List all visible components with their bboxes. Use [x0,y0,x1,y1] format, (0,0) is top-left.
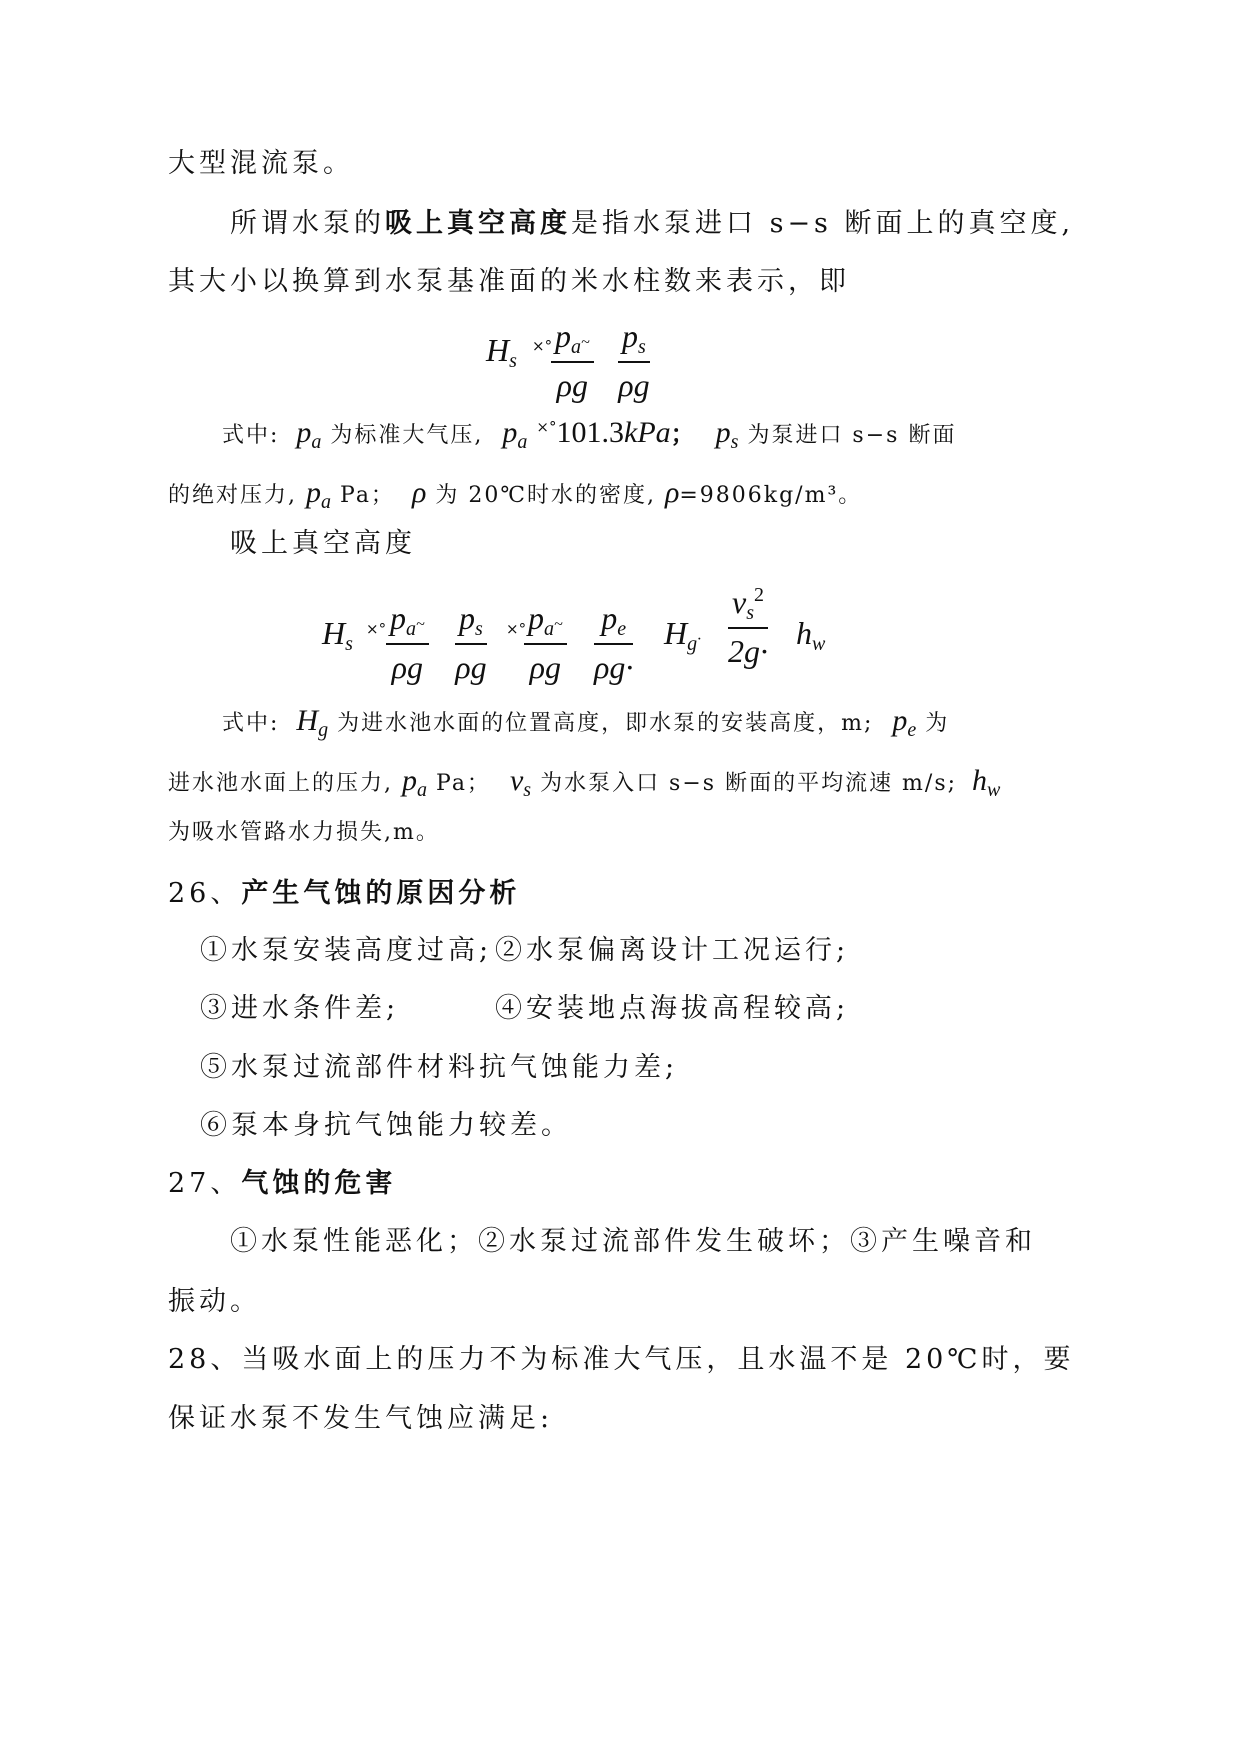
list-item: ①水泵安装高度过高; [200,935,493,966]
symbol: $p_s$ [715,416,739,453]
text-span: 所谓水泵的 [230,208,385,239]
text-line: 的绝对压力, $p_a$ Pa； ρ 为 20℃时水的密度, ρ=9806kg/m³。 [168,476,863,513]
text-line: 式中: $p_a$ 为标准大气压, $p_a$ ×°101.3kPa； $p_s$ 为泵进口 s−s 断面 [222,416,957,453]
fraction [524,600,567,686]
fraction [551,318,594,404]
formula-var: $H_s$ [486,332,517,372]
denominator: ρg [455,649,487,685]
list-item: ⑤水泵过流部件材料抗气蚀能力差; [200,1052,679,1083]
formula-var: $H_s$ [322,615,353,655]
text-line: 进水池水面上的压力, $p_a$ Pa； $v_s$ 为水泵入口 s−s 断面的平均流速 m/s; $h_w$ [168,764,1001,801]
list-item: ⑥泵本身抗气蚀能力较差。 [200,1110,572,1141]
symbol: $p_a$ [296,416,322,453]
numerator: $v_s^2$ [728,584,768,629]
symbol: $H_g$ [296,704,329,741]
denominator: ρg [556,367,588,403]
fraction [594,600,633,686]
symbol: $p_a$ [502,416,528,453]
symbol: ρ [411,476,427,509]
fraction [386,600,429,686]
numerator: $p_s$ [618,318,650,363]
symbol: $p_a$ [402,764,427,801]
list-item: ②水泵偏离设计工况运行; [495,935,850,966]
text-line [230,210,1074,237]
text-line: 式中: $H_g$ 为进水池水面的位置高度，即水泵的安装高度，m; $p_e$ 为 [222,704,950,741]
denominator: 2g· [728,633,768,669]
text-line: 吸上真空高度 [230,528,416,559]
formula-mark: ×° [536,418,557,436]
fraction [728,584,768,670]
text-line: 28、当吸水面上的压力不为标准大气压，且水温不是 20℃时，要 [168,1344,1075,1375]
symbol: $v_s$ [509,764,532,801]
numerator: $p_a\sim$ [551,318,594,363]
formula-var: $H_g\cdot$ [664,615,702,655]
formula-var: $h_w$ [796,615,826,655]
numerator: $p_s$ [455,600,487,645]
symbol: $p_e$ [892,704,917,741]
numerator: $p_e$ [594,600,633,645]
bold-term: 吸上真空高度 [385,208,571,239]
formula-mark: ×° [506,620,527,638]
section-heading: 26、产生气蚀的原因分析 [168,878,521,909]
fraction [618,318,650,404]
numerator: $p_a\sim$ [524,600,567,645]
text-line: 为吸水管路水力损失,m。 [168,820,440,845]
denominator: ρg [529,649,561,685]
text-line: ①水泵性能恶化；②水泵过流部件发生破坏；③产生噪音和 [230,1226,1036,1257]
list-item: ③进水条件差; [200,993,400,1024]
symbol: $h_w$ [972,764,1001,801]
fraction [455,600,487,686]
denominator: ρg [618,367,650,403]
formula-mark: ×° [366,620,387,638]
list-item: ④安装地点海拔高程较高; [495,993,850,1024]
symbol: ρ [664,476,680,509]
text-line: 大型混流泵。 [168,148,354,179]
denominator: ρg· [594,649,634,685]
section-heading: 27、气蚀的危害 [168,1168,397,1199]
formula-mark: ×° [532,337,553,355]
symbol: $p_a$ [306,476,331,513]
text-line: 振动。 [168,1286,261,1317]
text-line: 其大小以换算到水泵基准面的米水柱数来表示，即 [168,266,850,297]
text-line: 保证水泵不发生气蚀应满足: [168,1403,554,1434]
denominator: ρg [391,649,423,685]
numerator: $p_a\sim$ [386,600,429,645]
text-span: 是指水泵进口 s−s 断面上的真空度, [571,208,1075,239]
